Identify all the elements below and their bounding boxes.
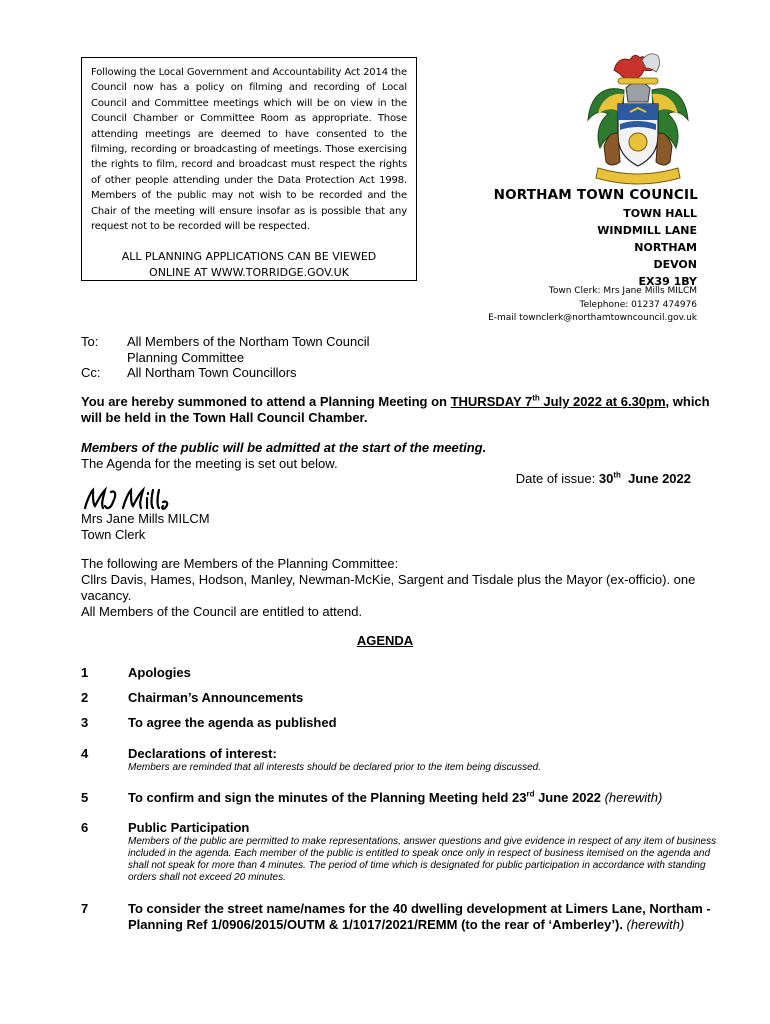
agenda-item-title: To agree the agenda as published xyxy=(128,715,337,730)
agenda-item-number: 2 xyxy=(81,690,89,705)
town-clerk-line: Town Clerk: Mrs Jane Mills MILCM xyxy=(548,286,697,296)
agenda-item-number: 1 xyxy=(81,665,89,680)
to-line-2: Planning Committee xyxy=(127,349,245,365)
committee-list: Cllrs Davis, Hames, Hodson, Manley, Newman-McKie, Sargent and Tisdale plus the Mayor (ex-officio). one vacancy. xyxy=(81,572,696,603)
cc-label: Cc: xyxy=(81,365,101,380)
summons-tail: , which will be held in the Town Hall Council Chamber. xyxy=(81,394,710,425)
agenda-item-title: Declarations of interest: xyxy=(128,746,277,761)
agenda-item-title: Public Participation xyxy=(128,820,250,835)
council-name: NORTHAM TOWN COUNCIL xyxy=(493,187,698,203)
agenda-item-title: To confirm and sign the minutes of the Planning Meeting held 23rd June 2022 (herewith) xyxy=(128,789,663,805)
public-admission-notice: Members of the public will be admitted at the start of the meeting. xyxy=(81,440,487,455)
committee-members xyxy=(81,556,706,620)
meeting-date: THURSDAY 7th July 2022 at 6.30pm xyxy=(450,393,666,409)
council-address xyxy=(597,205,697,290)
agenda-item-number: 6 xyxy=(81,820,89,835)
filming-notice-box xyxy=(81,57,417,281)
to-label: To: xyxy=(81,334,99,349)
council-crest-icon xyxy=(584,50,692,188)
committee-intro: The following are Members of the Planning Committee: xyxy=(81,556,399,571)
herewith-note: (herewith) xyxy=(604,790,663,805)
agenda-item-number: 7 xyxy=(81,901,89,916)
clerk-title: Town Clerk xyxy=(81,527,146,542)
planning-applications-notice xyxy=(91,249,407,281)
to-line-1: All Members of the Northam Town Council xyxy=(127,334,370,349)
agenda-item-title: To consider the street name/names for the 40 dwelling development at Limers Lane, Northam - Planning Ref 1/0906/2015/OUTM & 1/1017/2021/REMM (to the rear of ‘Amberley’). (herewith) xyxy=(128,901,711,932)
filming-policy-text: Following the Local Government and Accountability Act 2014 the Council now has a policy on filming and recording of Local Council and Committee meetings which will be on view in the Council Chamber or Committee Room as appropriate. Those attending meetings are deemed to have consented to the filming, recording or broadcasting of meetings. Those exercising the rights to film, record and broadcast must respect the rights of other people attending under the Data Protection Act 1998. Members of the public may not wish to be recorded and the Chair of the meeting will ensure insofar as is possible that any request not to be recorded will be respected. xyxy=(91,67,407,233)
telephone-line: Telephone: 01237 474976 xyxy=(579,299,697,310)
planning-notice-line-1: ALL PLANNING APPLICATIONS CAN BE VIEWED xyxy=(121,250,377,264)
addressees xyxy=(81,334,370,381)
agenda-item-note: Members are reminded that all interests should be declared prior to the item being discussed. xyxy=(128,762,541,773)
meeting-summons xyxy=(81,394,721,426)
council-contact xyxy=(488,285,697,326)
herewith-note: (herewith) xyxy=(622,917,685,932)
agenda-item-number: 4 xyxy=(81,746,89,761)
cc-line: All Northam Town Councillors xyxy=(127,365,297,380)
agenda-item-title: Chairman’s Announcements xyxy=(128,690,304,705)
address-line: TOWN HALL xyxy=(623,207,697,220)
agenda-item-note: Members of the public are permitted to make representations, answer questions and give evidence in respect of any item of business included in the agenda. Each member of the public is entitled to speak once only in respect of business itemised on the agenda and shall not speak for more than 4 minutes. The period of time which is designated for public participation in accordance with standing orders shall not exceed 20 minutes. xyxy=(128,836,717,883)
agenda-item-number: 3 xyxy=(81,715,89,730)
email-line: E-mail townclerk@northamtowncouncil.gov.uk xyxy=(488,313,697,323)
address-line: WINDMILL LANE xyxy=(597,224,697,237)
committee-all-members: All Members of the Council are entitled to attend. xyxy=(81,604,363,619)
clerk-signature xyxy=(81,486,171,512)
planning-notice-line-2: ONLINE AT WWW.TORRIDGE.GOV.UK xyxy=(149,266,349,280)
address-line: DEVON xyxy=(653,258,697,271)
agenda-item-title: Apologies xyxy=(128,665,191,680)
address-line: EX39 1BY xyxy=(638,275,697,288)
agenda-intro: The Agenda for the meeting is set out below. xyxy=(81,456,338,471)
agenda-heading: AGENDA xyxy=(356,633,414,648)
agenda-item-number: 5 xyxy=(81,790,89,805)
clerk-signoff xyxy=(81,511,210,543)
summons-lead: You are hereby summoned to attend a Planning Meeting on xyxy=(81,394,451,409)
clerk-name: Mrs Jane Mills MILCM xyxy=(81,511,210,526)
date-of-issue: Date of issue: 30th June 2022 xyxy=(515,470,691,486)
address-line: NORTHAM xyxy=(634,241,697,254)
